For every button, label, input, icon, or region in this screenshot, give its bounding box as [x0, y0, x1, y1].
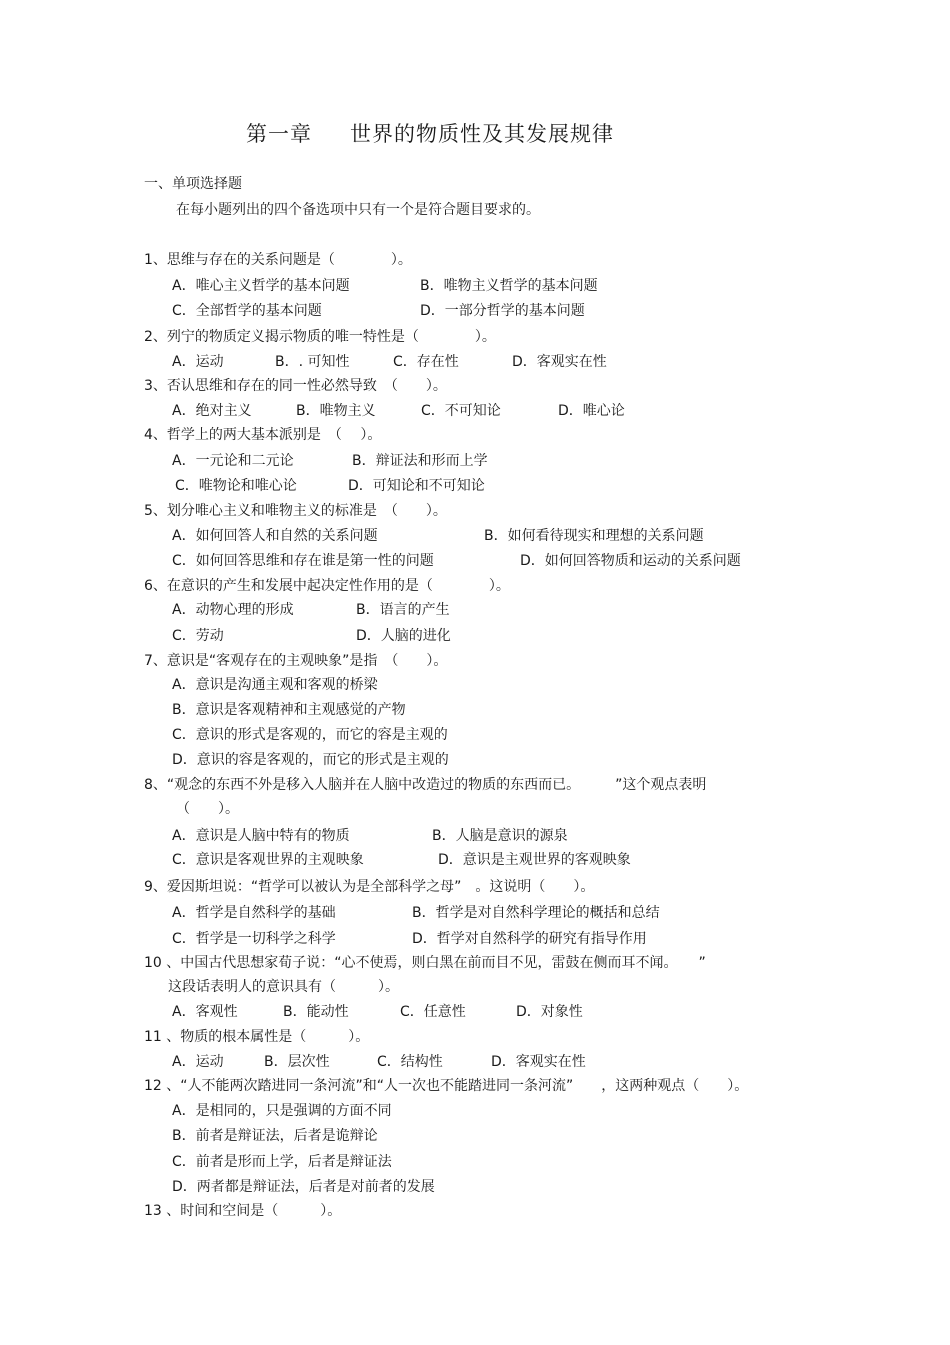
option: A．运动: [172, 354, 224, 370]
option: D．两者都是辩证法，后者是对前者的发展: [172, 1179, 435, 1195]
option: D．如何回答物质和运动的关系问题: [520, 553, 741, 569]
question-stem: 8、“观念的东西不外是移入人脑并在人脑中改造过的物质的东西而已。 ”这个观点表明: [144, 777, 707, 793]
chapter-title: 世界的物质性及其发展规律: [350, 122, 614, 146]
option: D．哲学对自然科学的研究有指导作用: [412, 931, 647, 947]
option: B．如何看待现实和理想的关系问题: [484, 528, 704, 544]
option: A．哲学是自然科学的基础: [172, 905, 336, 921]
option: D．可知论和不可知论: [348, 478, 485, 494]
question-stem: 12 、“人不能两次踏进同一条河流”和“人一次也不能踏进同一条河流” ，这两种观点（ ）。: [144, 1078, 749, 1094]
question-stem-continued: 这段话表明人的意识具有（ ）。: [168, 979, 399, 995]
option: A．动物心理的形成: [172, 602, 294, 618]
question-stem: 10 、中国古代思想家荀子说：“心不使焉，则白黑在前而目不见，雷鼓在侧而耳不闻。 ”: [144, 955, 706, 971]
option: C．存在性: [393, 354, 459, 370]
option: B．层次性: [264, 1054, 330, 1070]
option: B．能动性: [283, 1004, 349, 1020]
question-stem: 7、意识是“客观存在的主观映象”是指 （ ）。: [144, 653, 448, 669]
option: D．客观实在性: [512, 354, 607, 370]
option: A．运动: [172, 1054, 224, 1070]
option: C．结构性: [377, 1054, 443, 1070]
option: B．. 可知性: [275, 354, 350, 370]
question-stem: 13 、时间和空间是（ ）。: [144, 1203, 342, 1219]
option: C．唯物论和唯心论: [175, 478, 297, 494]
question-stem: 6、在意识的产生和发展中起决定性作用的是（ ）。: [144, 578, 510, 594]
question-stem: 4、哲学上的两大基本派别是 （ ）。: [144, 427, 382, 443]
option: B．意识是客观精神和主观感觉的产物: [172, 702, 406, 718]
option: C．不可知论: [421, 403, 501, 419]
option: B．语言的产生: [356, 602, 450, 618]
option: D．意识的容是客观的，而它的形式是主观的: [172, 752, 449, 768]
option: B．前者是辩证法，后者是诡辩论: [172, 1128, 378, 1144]
option: B．唯物主义哲学的基本问题: [420, 278, 598, 294]
option: A．意识是沟通主观和客观的桥梁: [172, 677, 378, 693]
option: C．哲学是一切科学之科学: [172, 931, 336, 947]
option: A．绝对主义: [172, 403, 252, 419]
option: B．辩证法和形而上学: [352, 453, 488, 469]
question-stem: 5、划分唯心主义和唯物主义的标准是 （ ）。: [144, 503, 447, 519]
question-stem: 3、否认思维和存在的同一性必然导致 （ ）。: [144, 378, 447, 394]
question-stem: 1、思维与存在的关系问题是（ ）。: [144, 252, 412, 268]
option: D．意识是主观世界的客观映象: [438, 852, 631, 868]
option: C．任意性: [400, 1004, 466, 1020]
section-instruction: 在每小题列出的四个备选项中只有一个是符合题目要求的。: [176, 202, 540, 218]
option: A．意识是人脑中特有的物质: [172, 828, 350, 844]
option: C．全部哲学的基本问题: [172, 303, 322, 319]
option: B．哲学是对自然科学理论的概括和总结: [412, 905, 660, 921]
option: D．对象性: [516, 1004, 583, 1020]
option: B．人脑是意识的源泉: [432, 828, 568, 844]
option: D．客观实在性: [491, 1054, 586, 1070]
option: B．唯物主义: [296, 403, 376, 419]
option: A．如何回答人和自然的关系问题: [172, 528, 378, 544]
chapter-heading: [0, 118, 905, 148]
option: C．如何回答思维和存在谁是第一性的问题: [172, 553, 434, 569]
question-stem: 11 、物质的根本属性是（ ）。: [144, 1029, 370, 1045]
option: C．意识是客观世界的主观映象: [172, 852, 364, 868]
option: A．唯心主义哲学的基本问题: [172, 278, 350, 294]
question-stem-continued: （ ）。: [176, 801, 239, 817]
section-heading: 一、单项选择题: [144, 176, 242, 192]
option: C．劳动: [172, 628, 224, 644]
option: A．一元论和二元论: [172, 453, 294, 469]
option: A．客观性: [172, 1004, 238, 1020]
option: C．前者是形而上学，后者是辩证法: [172, 1154, 392, 1170]
question-stem: 2、列宁的物质定义揭示物质的唯一特性是（ ）。: [144, 329, 496, 345]
option: D．一部分哲学的基本问题: [420, 303, 585, 319]
chapter-number: 第一章: [246, 122, 312, 146]
question-stem: 9、爱因斯坦说：“哲学可以被认为是全部科学之母” 。这说明（ ）。: [144, 879, 595, 895]
option: A．是相同的，只是强调的方面不同: [172, 1103, 392, 1119]
option: D．人脑的进化: [356, 628, 451, 644]
option: D．唯心论: [558, 403, 625, 419]
option: C．意识的形式是客观的，而它的容是主观的: [172, 727, 448, 743]
